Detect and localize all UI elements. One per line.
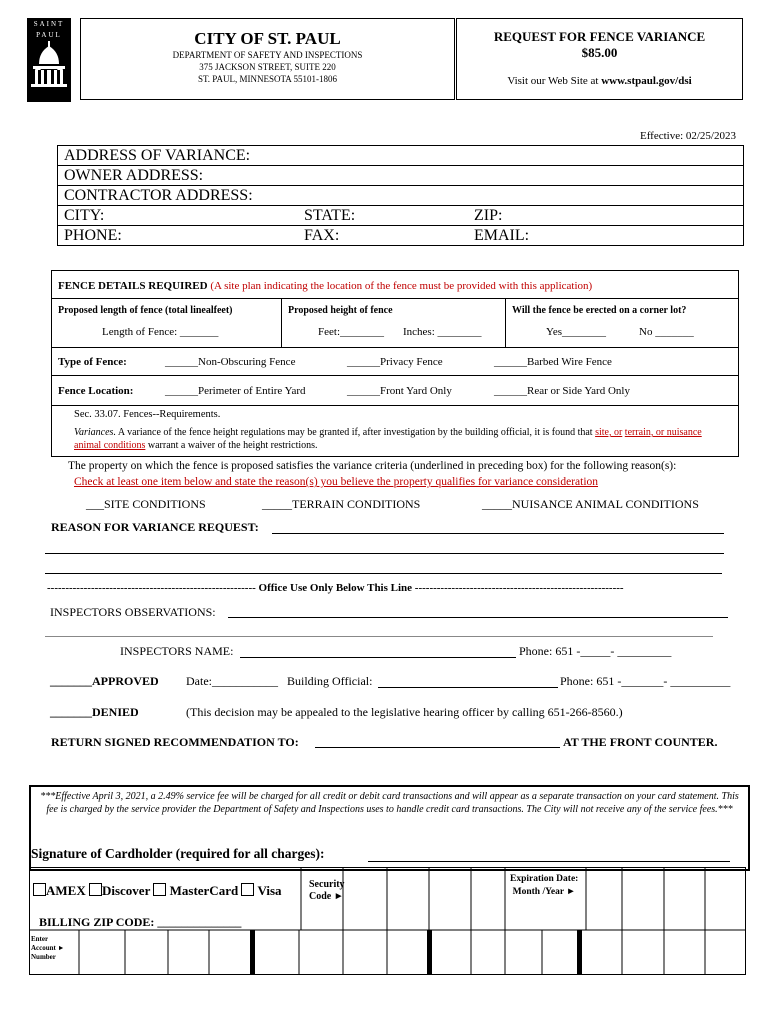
fence-type-label: Type of Fence: (58, 356, 127, 368)
website-line (457, 75, 742, 87)
owner-address-label: OWNER ADDRESS: (64, 167, 204, 184)
owner-address-field[interactable] (58, 166, 743, 186)
fence-type-non-obscuring[interactable]: ______Non-Obscuring Fence (165, 356, 296, 368)
reason-label-text: REASON FOR VARIANCE REQUEST (51, 520, 255, 534)
length-column-header: Proposed length of fence (total linealfeet) (58, 305, 233, 316)
reason-line-3[interactable] (45, 573, 722, 574)
fence-type-barbed-wire[interactable]: ______Barbed Wire Fence (494, 356, 612, 368)
reason-line-2[interactable] (45, 553, 724, 554)
official-phone[interactable]: Phone: 651 -_______- __________ (560, 674, 731, 688)
card-fee-notice-box (29, 785, 750, 871)
fence-location-label: Fence Location: (58, 385, 134, 397)
contractor-address-label: CONTRACTOR ADDRESS: (64, 187, 253, 204)
fence-location-front-yard[interactable]: ______Front Yard Only (347, 385, 452, 397)
card-payment-grid (29, 867, 746, 975)
city-logo (27, 18, 71, 102)
variance-rule-body: A variance of the fence height regulations may be granted if, after investigation by the building official, it is found that (115, 427, 596, 438)
form-title: REQUEST FOR FENCE VARIANCE (493, 29, 706, 44)
site-conditions-option[interactable]: ___SITE CONDITIONS (86, 497, 206, 511)
variance-rule-end: warrant a waiver of the height restrictions. (145, 440, 318, 451)
criteria-instruction: Check at least one item below and state the reason(s) you believe the property qualifies for variance consideration (74, 476, 599, 488)
security-code-label (309, 879, 345, 903)
amex-label: AMEX (46, 883, 86, 898)
zip-label: ZIP: (474, 207, 503, 224)
front-counter-label: AT THE FRONT COUNTER. (563, 735, 718, 749)
corner-lot-column-header: Will the fence be erected on a corner lot? (512, 305, 687, 316)
mastercard-checkbox[interactable] (153, 883, 166, 896)
expiration-label (510, 873, 578, 899)
form-fee: $85.00 (581, 45, 618, 60)
length-of-fence-field[interactable]: Length of Fence: _______ (102, 326, 219, 338)
building-official-label: Building Official: (287, 674, 373, 688)
security-code-label-2: Code ► (309, 891, 344, 902)
department-street: 375 JACKSON STREET, SUITE 220 (199, 62, 336, 72)
fence-details-box (51, 270, 739, 457)
fence-type-privacy[interactable]: ______Privacy Fence (347, 356, 443, 368)
fence-location-perimeter[interactable]: ______Perimeter of Entire Yard (165, 385, 306, 397)
inspectors-name-label: INSPECTORS NAME: (120, 644, 234, 658)
fax-label: FAX: (304, 227, 340, 244)
inspector-phone[interactable]: Phone: 651 -_____- _________ (519, 644, 672, 658)
observations-line-2[interactable] (45, 636, 713, 637)
approval-date[interactable]: Date:___________ (186, 674, 278, 688)
terrain-conditions-option[interactable]: _____TERRAIN CONDITIONS (262, 497, 421, 511)
city-title: CITY OF ST. PAUL (194, 29, 341, 48)
visa-label: Visa (257, 883, 282, 898)
height-column-header: Proposed height of fence (288, 305, 393, 316)
variance-rule-terrain: terrain, or nuisance animal conditions (74, 427, 702, 451)
reason-line-1[interactable] (272, 533, 724, 534)
corner-lot-no[interactable]: No _______ (639, 326, 694, 338)
denied-option[interactable]: _______DENIED (50, 705, 139, 719)
discover-checkbox[interactable] (89, 883, 102, 896)
department-header (80, 18, 455, 100)
department-name: DEPARTMENT OF SAFETY AND INSPECTIONS (172, 50, 363, 60)
state-label: STATE: (304, 207, 356, 224)
fence-location-rear-side[interactable]: ______Rear or Side Yard Only (494, 385, 630, 397)
signature-label: Signature of Cardholder (required for all charges): (31, 846, 325, 861)
security-code-label-1: Security (309, 879, 345, 890)
logo-text-paul: PAUL (36, 31, 62, 39)
fence-details-heading: FENCE DETAILS REQUIRED (58, 280, 208, 292)
code-section: Sec. 33.07. Fences--Requirements. (74, 409, 221, 420)
approved-option[interactable]: _______APPROVED (50, 674, 159, 688)
address-table (57, 145, 744, 246)
city-state-zip-row[interactable] (58, 206, 743, 226)
reason-label: REASON FOR VARIANCE REQUEST: (51, 520, 259, 534)
expiration-label-1: Expiration Date: (510, 874, 579, 884)
variance-rule-site: site, or (595, 427, 623, 438)
effective-date: Effective: 02/25/2023 (639, 130, 736, 142)
account-number-label (31, 935, 65, 962)
address-of-variance-field[interactable] (58, 146, 743, 166)
corner-lot-yes[interactable]: Yes________ (546, 326, 607, 338)
billing-zip-field[interactable]: BILLING ZIP CODE: ______________ (39, 915, 242, 929)
office-use-divider: --------------------------------------------------------- Office Use Only Below This Line --------------------------------------------------------- (47, 582, 624, 594)
variance-rule-label: Variances. (74, 427, 116, 438)
website-prefix: Visit our Web Site at (507, 75, 602, 87)
card-fee-notice: ***Effective April 3, 2021, a 2.49% service fee will be charged for all credit or debit card transactions and will appear as a separate transaction on your card statement. This fee is charged by the service provider the Department of Safety and Inspections uses to handle credit card transactions. The City will not receive any of the service fees.*** (40, 791, 739, 815)
contractor-address-field[interactable] (58, 186, 743, 206)
building-official-line[interactable] (378, 687, 558, 688)
account-number-label-2: Account ► (31, 944, 65, 952)
email-label: EMAIL: (474, 227, 530, 244)
inspectors-name-line[interactable] (240, 657, 516, 658)
visa-checkbox[interactable] (241, 883, 254, 896)
variance-rule-text (74, 426, 714, 452)
phone-label: PHONE: (64, 227, 122, 244)
nuisance-animal-option[interactable]: _____NUISANCE ANIMAL CONDITIONS (482, 497, 699, 511)
feet-field[interactable]: Feet:________ (318, 326, 384, 338)
return-to-line[interactable] (315, 747, 560, 748)
appeal-note: (This decision may be appealed to the legislative hearing officer by calling 651-266-8560.) (186, 705, 623, 719)
logo-text-saint: SAINT (33, 20, 65, 28)
fence-details-note: (A site plan indicating the location of the fence must be provided with this application) (210, 280, 593, 292)
card-type-options (33, 883, 282, 899)
account-number-label-3: Number (31, 953, 56, 961)
city-label: CITY: (64, 207, 105, 224)
phone-fax-email-row[interactable] (58, 226, 743, 245)
website-link[interactable]: www.stpaul.gov/dsi (601, 75, 692, 87)
account-number-label-1: Enter (31, 935, 49, 943)
address-of-variance-label: ADDRESS OF VARIANCE: (64, 147, 251, 164)
cathedral-icon (29, 40, 69, 90)
return-to-label: RETURN SIGNED RECOMMENDATION TO: (51, 735, 299, 749)
department-city-state: ST. PAUL, MINNESOTA 55101-1806 (197, 74, 338, 84)
discover-label: Discover (101, 883, 151, 898)
fence-details-title (58, 280, 592, 292)
amex-checkbox[interactable] (33, 883, 46, 896)
inspectors-observations-label: INSPECTORS OBSERVATIONS: (50, 605, 216, 619)
signature-line[interactable] (368, 861, 730, 862)
form-title-box (456, 18, 743, 100)
criteria-statement: The property on which the fence is proposed satisfies the variance criteria (underlined in preceding box) for the following reason(s): (68, 460, 677, 472)
mastercard-label: MasterCard (169, 883, 239, 898)
expiration-label-2: Month /Year ► (512, 887, 576, 897)
inches-field[interactable]: Inches: ________ (403, 326, 482, 338)
observations-line-1[interactable] (228, 617, 728, 618)
